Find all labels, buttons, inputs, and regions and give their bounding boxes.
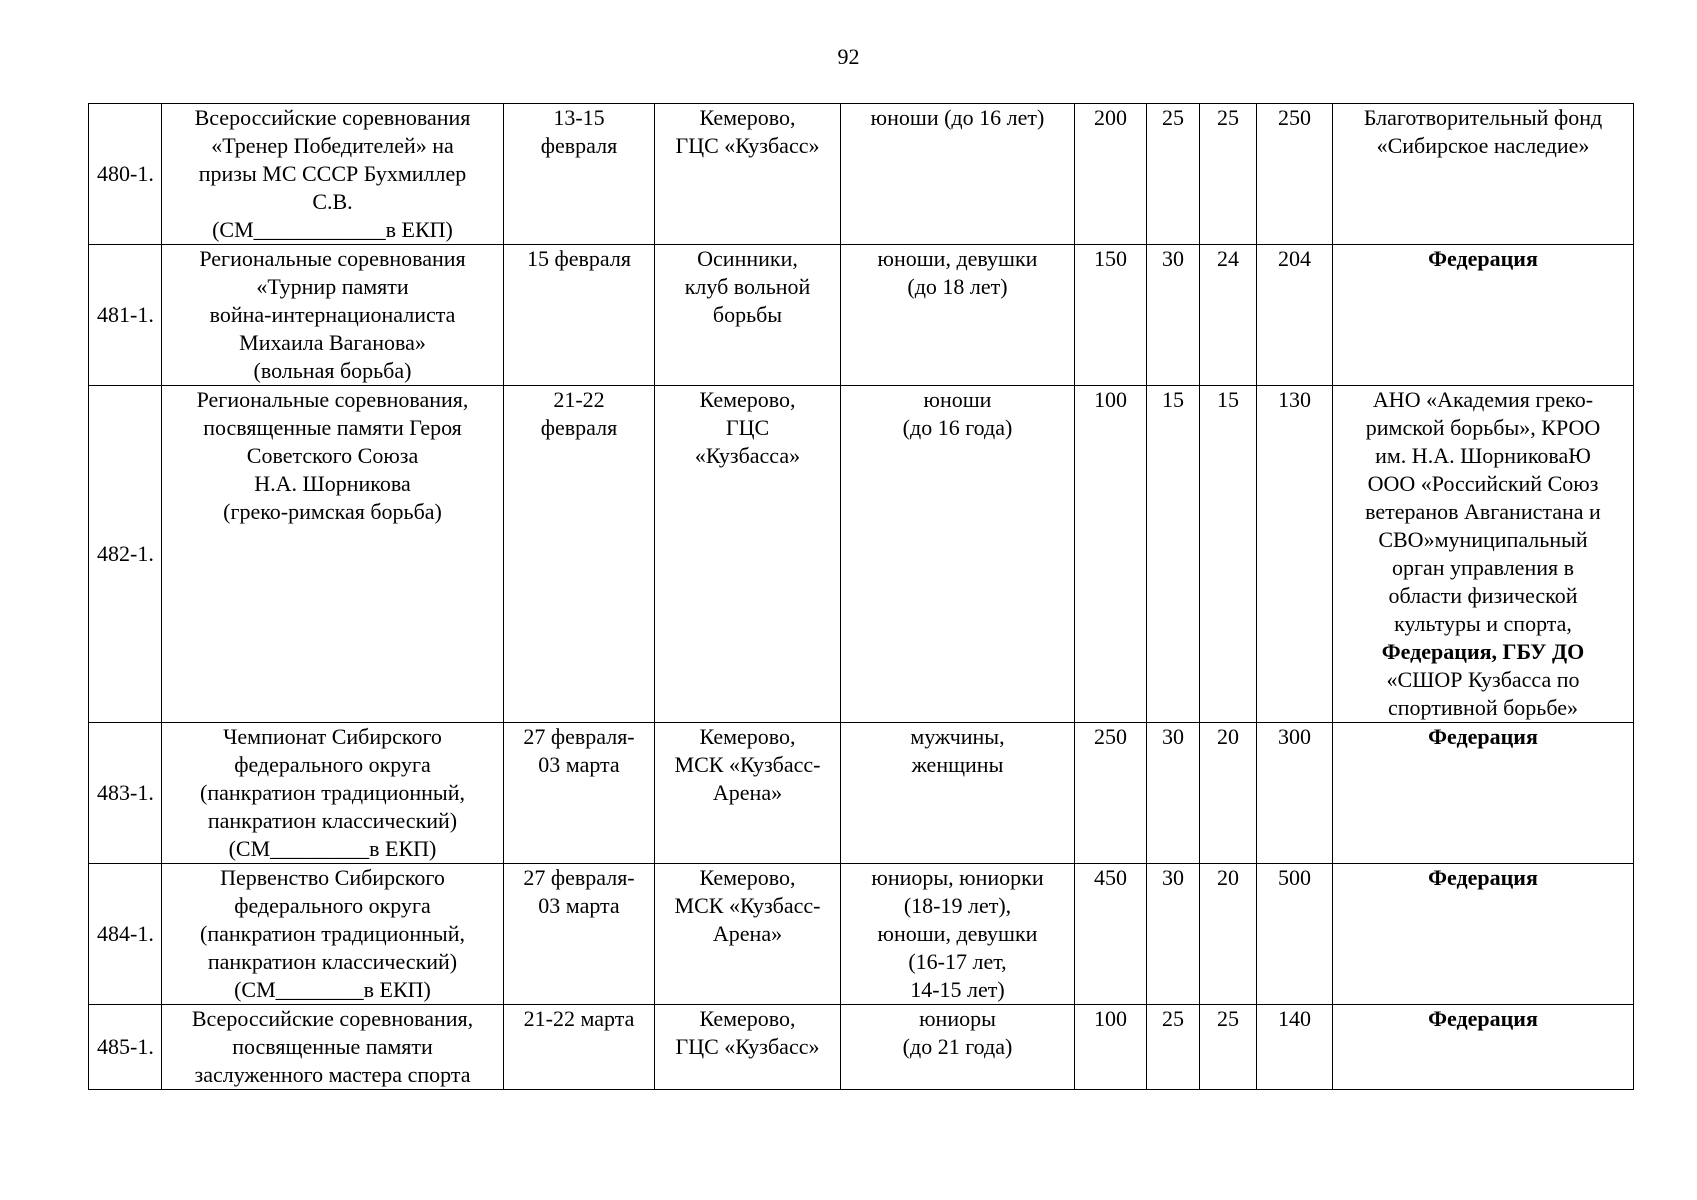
event-name: Региональные соревнования, посвященные памяти Героя Советского Союза Н.А. Шорникова (греко-римская борьба) [162, 386, 504, 723]
row-number: 480-1. [89, 104, 162, 245]
event-participants: юноши (до 16 года) [841, 386, 1075, 723]
event-place: Кемерово, ГЦС «Кузбасс» [655, 1005, 841, 1090]
count-col-2: 25 [1147, 1005, 1200, 1090]
organizer-line: спортивной борьбе» [1388, 695, 1578, 720]
organizer-line: Федерация [1428, 246, 1538, 271]
event-organizer [1333, 864, 1634, 1005]
row-number: 483-1. [89, 723, 162, 864]
count-col-1: 250 [1075, 723, 1147, 864]
organizer-line: Федерация [1428, 1006, 1538, 1031]
event-place: Кемерово, МСК «Кузбасс- Арена» [655, 864, 841, 1005]
organizer-line: «Сибирское наследие» [1376, 133, 1590, 158]
event-place: Осинники, клуб вольной борьбы [655, 245, 841, 386]
event-date: 21-22 марта [504, 1005, 655, 1090]
count-col-3: 20 [1200, 864, 1257, 1005]
event-name: Чемпионат Сибирского федерального округа (панкратион традиционный, панкратион классический) (СМ_________в ЕКП) [162, 723, 504, 864]
count-col-total: 250 [1257, 104, 1333, 245]
count-col-3: 15 [1200, 386, 1257, 723]
table-row [89, 386, 1634, 723]
event-name: Региональные соревнования «Турнир памяти война-интернационалиста Михаила Ваганова» (вольная борьба) [162, 245, 504, 386]
row-number: 481-1. [89, 245, 162, 386]
event-organizer [1333, 386, 1634, 723]
event-participants: мужчины, женщины [841, 723, 1075, 864]
organizer-line: римской борьбы», КРОО [1365, 415, 1601, 440]
row-number: 482-1. [89, 386, 162, 723]
event-place: Кемерово, МСК «Кузбасс- Арена» [655, 723, 841, 864]
table-row [89, 104, 1634, 245]
count-col-1: 100 [1075, 1005, 1147, 1090]
count-col-2: 30 [1147, 723, 1200, 864]
organizer-line: «СШОР Кузбасса по [1386, 667, 1580, 692]
count-col-1: 150 [1075, 245, 1147, 386]
event-name: Первенство Сибирского федерального округа (панкратион традиционный, панкратион классический) (СМ________в ЕКП) [162, 864, 504, 1005]
organizer-line: культуры и спорта, [1394, 611, 1572, 636]
count-col-3: 24 [1200, 245, 1257, 386]
events-table [88, 103, 1634, 1090]
count-col-3: 20 [1200, 723, 1257, 864]
event-date: 15 февраля [504, 245, 655, 386]
table-row [89, 1005, 1634, 1090]
organizer-line: им. Н.А. ШорниковаЮ [1375, 443, 1591, 468]
table-row [89, 723, 1634, 864]
event-date: 21-22 февраля [504, 386, 655, 723]
count-col-total: 500 [1257, 864, 1333, 1005]
table-row [89, 864, 1634, 1005]
event-organizer [1333, 1005, 1634, 1090]
event-name: Всероссийские соревнования «Тренер Победителей» на призы МС СССР Бухмиллер С.В. (СМ____________в ЕКП) [162, 104, 504, 245]
organizer-line: Федерация [1428, 724, 1538, 749]
event-participants: юноши, девушки (до 18 лет) [841, 245, 1075, 386]
count-col-2: 25 [1147, 104, 1200, 245]
event-date: 27 февраля- 03 марта [504, 864, 655, 1005]
organizer-line: ООО «Российский Союз [1367, 471, 1599, 496]
organizer-line: области физической [1388, 583, 1578, 608]
organizer-line: Благотворительный фонд [1363, 105, 1603, 130]
organizer-line: ветеранов Авганистана и [1365, 499, 1601, 524]
count-col-2: 30 [1147, 245, 1200, 386]
count-col-1: 200 [1075, 104, 1147, 245]
organizer-line: орган управления в [1392, 555, 1574, 580]
organizer-line: Федерация [1428, 865, 1538, 890]
event-name: Всероссийские соревнования, посвященные памяти заслуженного мастера спорта [162, 1005, 504, 1090]
event-participants: юноши (до 16 лет) [841, 104, 1075, 245]
count-col-total: 130 [1257, 386, 1333, 723]
event-participants: юниоры, юниорки (18-19 лет), юноши, девушки (16-17 лет, 14-15 лет) [841, 864, 1075, 1005]
row-number: 485-1. [89, 1005, 162, 1090]
event-organizer [1333, 245, 1634, 386]
event-organizer [1333, 104, 1634, 245]
event-place: Кемерово, ГЦС «Кузбасс» [655, 104, 841, 245]
event-date: 27 февраля- 03 марта [504, 723, 655, 864]
count-col-3: 25 [1200, 104, 1257, 245]
count-col-1: 100 [1075, 386, 1147, 723]
count-col-1: 450 [1075, 864, 1147, 1005]
page-number: 92 [837, 44, 860, 69]
count-col-3: 25 [1200, 1005, 1257, 1090]
organizer-line: АНО «Академия греко- [1372, 387, 1594, 412]
event-organizer [1333, 723, 1634, 864]
row-number: 484-1. [89, 864, 162, 1005]
count-col-total: 204 [1257, 245, 1333, 386]
event-place: Кемерово, ГЦС «Кузбасса» [655, 386, 841, 723]
table-row [89, 245, 1634, 386]
events-table-body [89, 104, 1634, 1090]
event-date: 13-15 февраля [504, 104, 655, 245]
organizer-line: СВО»муниципальный [1378, 527, 1588, 552]
count-col-total: 300 [1257, 723, 1333, 864]
event-participants: юниоры (до 21 года) [841, 1005, 1075, 1090]
organizer-line: Федерация, ГБУ ДО [1381, 639, 1585, 664]
count-col-total: 140 [1257, 1005, 1333, 1090]
count-col-2: 15 [1147, 386, 1200, 723]
count-col-2: 30 [1147, 864, 1200, 1005]
